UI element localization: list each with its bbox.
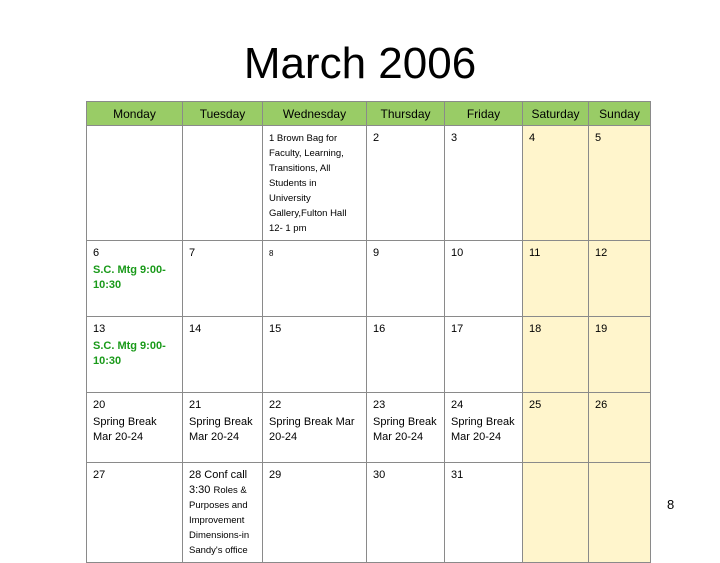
header-saturday: Saturday	[523, 102, 589, 126]
day-number: 11	[529, 247, 541, 259]
day-cell	[263, 241, 367, 317]
event-note: Spring Break Mar 20-24	[373, 416, 437, 443]
header-friday: Friday	[445, 102, 523, 126]
day-number: 4	[529, 132, 536, 144]
event-note: Roles & Purposes and Improvement Dimensions-in Sandy's office	[189, 485, 250, 556]
week-row	[87, 126, 651, 241]
day-cell	[87, 393, 183, 463]
day-cell	[589, 463, 651, 563]
day-number: 21	[189, 399, 202, 411]
page-number: 8	[667, 497, 675, 512]
day-cell	[367, 241, 445, 317]
day-cell	[183, 241, 263, 317]
day-number: 30	[373, 469, 386, 481]
day-cell	[367, 393, 445, 463]
header-sunday: Sunday	[589, 102, 651, 126]
event-note: S.C. Mtg 9:00-10:30	[93, 340, 166, 367]
day-cell	[87, 126, 183, 241]
day-number: 8	[269, 249, 274, 258]
day-cell	[523, 393, 589, 463]
day-cell	[87, 241, 183, 317]
day-number: 2	[373, 132, 380, 144]
page-title: March 2006	[243, 39, 477, 88]
day-cell	[589, 317, 651, 393]
day-cell	[445, 463, 523, 563]
day-number: 17	[451, 323, 464, 335]
day-number: 5	[595, 132, 602, 144]
day-cell	[445, 393, 523, 463]
day-cell	[589, 241, 651, 317]
day-number: 13	[93, 323, 106, 335]
day-cell	[523, 317, 589, 393]
day-number: 26	[595, 399, 608, 411]
day-cell	[523, 126, 589, 241]
day-cell	[589, 393, 651, 463]
day-number: 27	[93, 469, 106, 481]
event-note: S.C. Mtg 9:00-10:30	[93, 264, 166, 291]
day-cell	[183, 317, 263, 393]
day-number: 28 Conf call 3:30	[189, 469, 248, 496]
week-row	[87, 241, 651, 317]
day-cell	[445, 317, 523, 393]
day-cell	[523, 463, 589, 563]
calendar-table	[86, 101, 651, 563]
day-cell	[87, 317, 183, 393]
day-number: 7	[189, 247, 196, 259]
day-cell	[183, 463, 263, 563]
day-number: 31	[451, 469, 464, 481]
day-cell	[445, 126, 523, 241]
day-cell	[183, 393, 263, 463]
day-number: 23	[373, 399, 386, 411]
week-row	[87, 393, 651, 463]
day-number: 9	[373, 247, 380, 259]
day-cell	[367, 463, 445, 563]
day-cell	[263, 463, 367, 563]
event-note: 1 Brown Bag for Faculty, Learning, Transitions, All Students in University Gallery,Fulton Hall 12- 1 pm	[269, 133, 347, 234]
day-number: 6	[93, 247, 100, 259]
week-row	[87, 463, 651, 563]
header-thursday: Thursday	[367, 102, 445, 126]
event-note: Spring Break Mar 20-24	[451, 416, 515, 443]
event-note: Spring Break Mar 20-24	[93, 416, 157, 443]
day-cell	[523, 241, 589, 317]
day-cell	[445, 241, 523, 317]
day-number: 19	[595, 323, 608, 335]
day-number: 20	[93, 399, 106, 411]
day-number: 10	[451, 247, 464, 259]
day-number: 18	[529, 323, 542, 335]
day-cell	[87, 463, 183, 563]
header-monday: Monday	[87, 102, 183, 126]
day-cell	[367, 317, 445, 393]
day-cell	[263, 393, 367, 463]
day-number: 29	[269, 469, 282, 481]
day-number: 12	[595, 247, 608, 259]
day-cell	[263, 126, 367, 241]
day-cell	[183, 126, 263, 241]
day-cell	[367, 126, 445, 241]
week-row	[87, 317, 651, 393]
day-number: 3	[451, 132, 458, 144]
event-note: Spring Break Mar 20-24	[189, 416, 253, 443]
day-number: 24	[451, 399, 464, 411]
event-note: Spring Break Mar 20-24	[269, 416, 355, 443]
day-number: 14	[189, 323, 202, 335]
header-wednesday: Wednesday	[263, 102, 367, 126]
header-tuesday: Tuesday	[183, 102, 263, 126]
day-cell	[589, 126, 651, 241]
day-number: 16	[373, 323, 386, 335]
day-number: 15	[269, 323, 282, 335]
day-number: 25	[529, 399, 542, 411]
day-number: 22	[269, 399, 282, 411]
day-cell	[263, 317, 367, 393]
header-row	[87, 102, 651, 126]
